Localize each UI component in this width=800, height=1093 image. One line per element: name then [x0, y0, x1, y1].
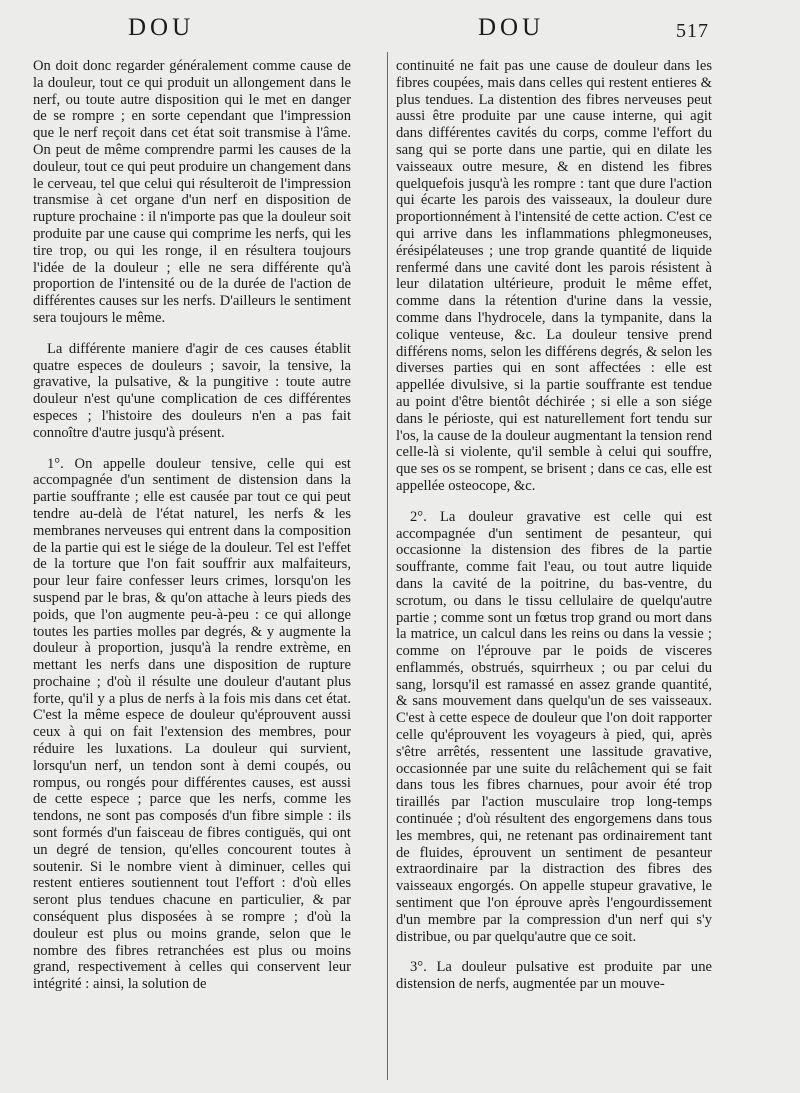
column-divider: [387, 52, 388, 1080]
running-head-left: DOU: [128, 14, 195, 41]
paragraph: 2°. La douleur gravative est celle qui est accompagnée d'un sentiment de pesanteur, qui occasionne la distension des fibres de la partie souffrante, comme fait l'eau, ou tout autre liquide dans la cavité de la poitrine, du bas-ventre, du scrotum, ou dans le tissu cellulaire de quelqu'autre partie ; comme sont un fœtus trop grand ou mort dans la matrice, un calcul dans les reins ou dans la vessie ; comme on l'éprouve par le poids de visceres enflammés, obstrués, squirrheux ; ou par celui du sang, lorsqu'il est ramassé en assez grande quantité, & sans mouvement dans quelqu'un de ses vaisseaux. C'est à cette espece de douleur que l'on doit rapporter celle qu'éprouvent les voyageurs à pied, qui, après s'être arrêtés, ressentent une lassitude gravative, occasionnée par une suite du relâchement qui se fait dans tous les fibres charnues, pour avoir été trop tiraillés par l'action musculaire trop long-temps continuée ; d'où résultent des engorgemens dans tous les membres, qui, ne retenant pas ordinairement tant de fluides, éprouvent un sentiment de pesanteur extraordinaire par la distraction des fibres des vaisseaux engorgés. On appelle stupeur gravative, le sentiment que l'on éprouve après l'engourdissement d'un membre par la compression d'un nerf qui s'y distribue, ou par quelqu'autre que ce soit.: [396, 508, 712, 945]
paragraph: 3°. La douleur pulsative est produite par une distension de nerfs, augmentée par un mouve-: [396, 959, 712, 993]
left-column: [33, 58, 351, 993]
paragraph: La différente maniere d'agir de ces causes établit quatre especes de douleurs ; savoir, la tensive, la gravative, la pulsative, & la pungitive : toute autre douleur n'est qu'une complication de ces différentes especes ; l'histoire des douleurs n'en a pas fait connoître d'autre jusqu'à présent.: [33, 340, 351, 441]
paragraph: continuité ne fait pas une cause de douleur dans les fibres coupées, mais dans celles qui restent entieres & plus tendues. La distention des fibres nerveuses peut aussi être produite par une cause interne, qui agit dans différentes cavités du corps, comme l'effort du sang qui se porte dans une partie, qui en dilate les vaisseaux outre mesure, & en distend les fibres quelquefois jusqu'à les rompre : tant que dure l'action qui écarte les parois des vaisseaux, la douleur dure proportionnément à l'intensité de cette action. C'est ce qui arrive dans les inflammations phlegmoneuses, érésipélateuses ; une trop grande quantité de liquide renfermé dans une cavité dont les parois résistent à leur dilatation ultérieure, produit le même effet, comme dans la rétention d'urine dans la vessie, comme dans l'hydrocele, dans la tympanite, dans la colique venteuse, &c. La douleur tensive prend différens noms, selon les différens degrés, & selon les diverses parties qui en sont affectées : elle est appellée divulsive, si la partie souffrante est tendue au point d'être bientôt déchirée ; si elle a son siége dans le périoste, qui est naturellement fort tendu sur l'os, la cause de la douleur augmentant la tension rend celle-là si violente, qu'il semble à celui qui souffre, que ses os se rompent, se brisent ; dans ce cas, elle est appellée osteocope, &c.: [396, 58, 712, 494]
paragraph: On doit donc regarder généralement comme cause de la douleur, tout ce qui produit un allongement dans le nerf, ou toute autre disposition qui le met en danger de se rompre ; en sorte cependant que l'impression que le nerf reçoit dans cet état soit transmise à l'âme. On peut de même comprendre parmi les causes de la douleur, tout ce qui peut produire un changement dans le cerveau, tel que celui qui résulteroit de l'impression transmise à cet organe d'un nerf en disposition de rupture prochaine : il n'importe pas que la douleur soit produite par une cause qui comprime les nerfs, qui les tire trop, ou qui les ronge, il en résultera toujours l'idée de la douleur ; elle ne sera différente qu'à proportion de l'intensité ou de la durée de l'action de différentes causes sur les nerfs. D'ailleurs le sentiment sera toujours le même.: [33, 58, 351, 326]
paragraph: 1°. On appelle douleur tensive, celle qui est accompagnée d'un sentiment de distension dans la partie souffrante ; elle est causée par tout ce qui peut tendre au-delà de l'état naturel, les nerfs & les membranes nerveuses qui entrent dans la composition de la partie qui est le siége de la douleur. Tel est l'effet de la torture que l'on fait souffrir aux malfaiteurs, pour leur faire confesser leurs crimes, lorsqu'on les suspend par le bras, & qu'on attache à leurs pieds des poids, que l'on augmente peu-à-peu : ce qui allonge toutes les parties molles par degrés, & y augmente la douleur à proportion, jusqu'à la rendre extrème, en mettant les nerfs dans une disposition de rupture prochaine ; d'où il résulte une douleur d'autant plus forte, qu'il y a plus de nerfs à la fois mis dans cet état. C'est la même espece de douleur qu'éprouvent aussi ceux à qui on fait l'extension des membres, pour réduire les luxations. La douleur qui survient, lorsqu'un nerf, un tendon sont à demi coupés, ou rompus, ou rongés pour différentes causes, est aussi de cette espece ; parce que les nerfs, comme les tendons, ne sont pas composés d'un fibre simple : ils sont formés d'un faisceau de fibres contiguës, qui ont un degré de tension, qu'elles concourent toutes à soutenir. Si le nombre vient à diminuer, celles qui restent entieres soutiennent tout l'effort : d'où elles seront plus tendues chacune en particulier, & par conséquent plus disposées à se rompre ; d'où la douleur est plus ou moins grande, selon que le nombre des fibres retranchées est plus ou moins grand, respectivement à celles qui conservent leur intégrité : ainsi, la solution de: [33, 455, 351, 993]
page-number: 517: [676, 20, 709, 42]
right-column: [396, 58, 712, 993]
running-head-right: DOU: [478, 14, 545, 41]
